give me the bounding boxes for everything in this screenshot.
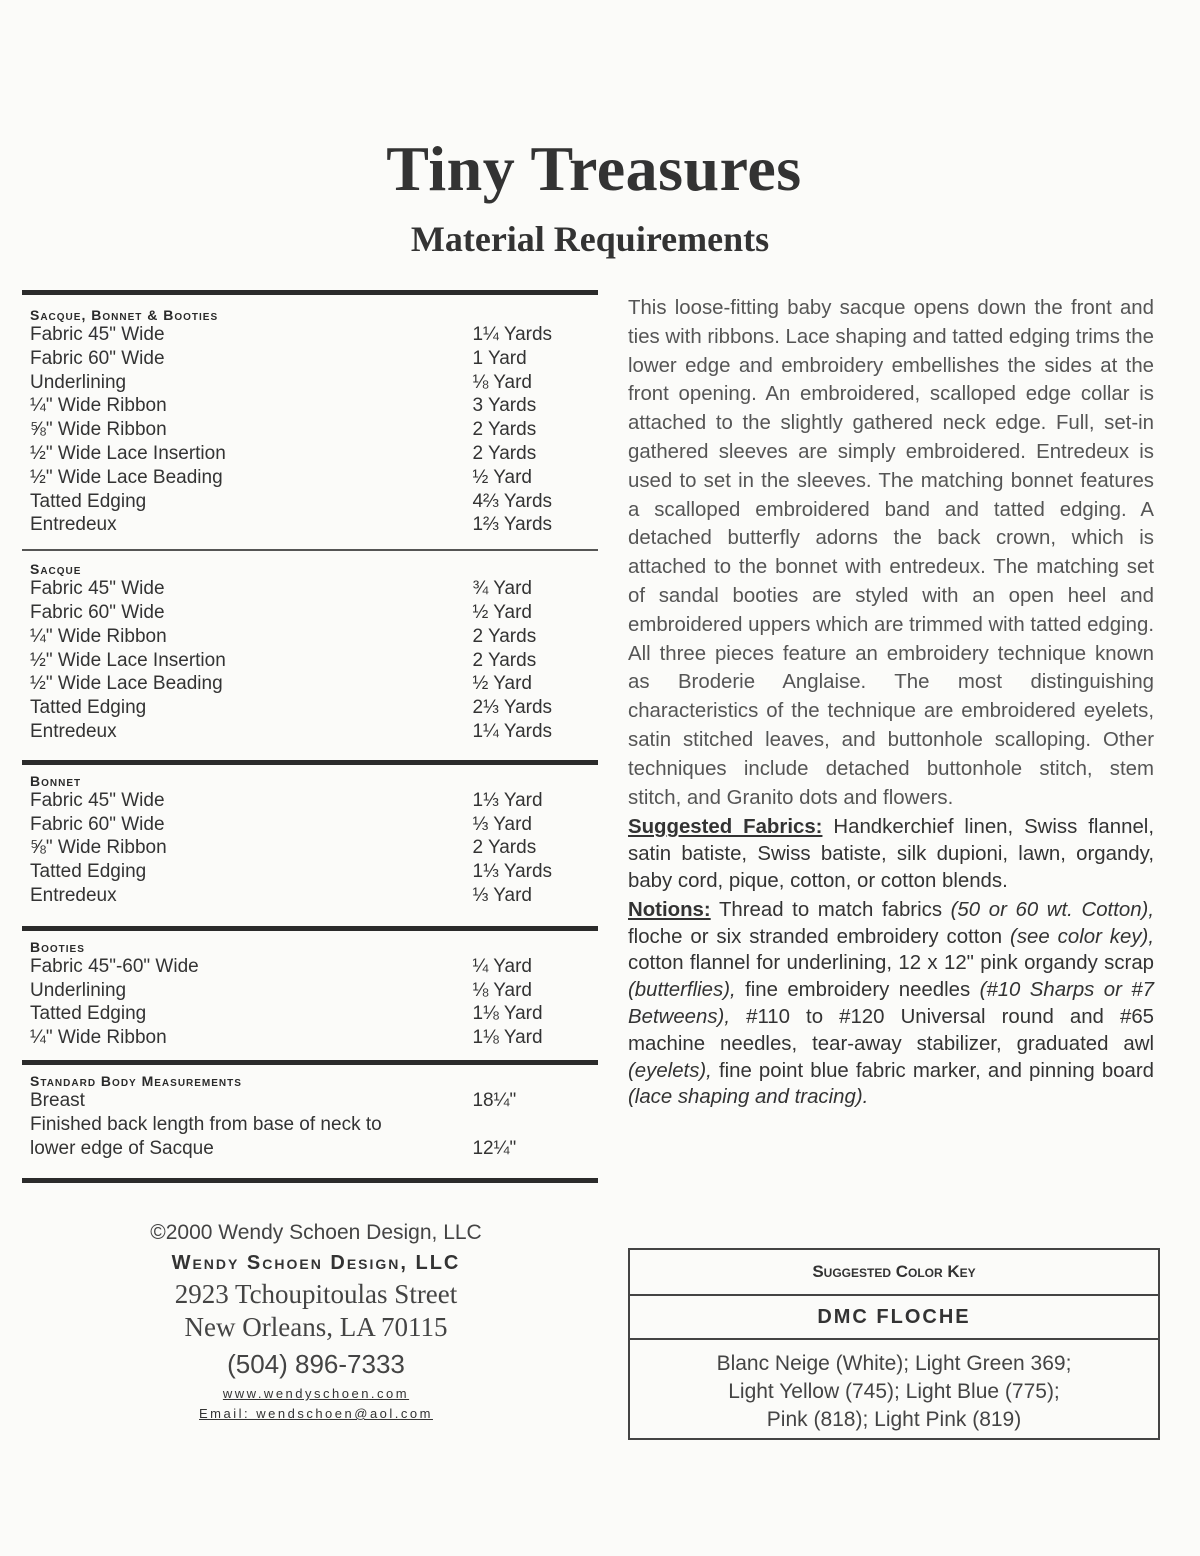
material-quantity: 1 Yard: [472, 347, 527, 369]
color-key-line: Blanc Neige (White); Light Green 369;: [716, 1352, 1072, 1375]
material-row: [30, 371, 598, 395]
section-heading: Booties: [30, 938, 85, 955]
material-row: [30, 625, 598, 649]
measurement-value: 12¼": [472, 1137, 517, 1159]
section-rows: [22, 577, 598, 744]
material-row: [30, 884, 598, 908]
notions-text: fine embroidery needles: [745, 979, 971, 1002]
measurement-label: Finished back length from base of neck to: [30, 1113, 382, 1135]
material-row: [30, 442, 598, 466]
notions: [628, 897, 1154, 1111]
color-key-line: Pink (818); Light Pink (819): [766, 1408, 1022, 1431]
notions-note: (eyelets),: [628, 1059, 712, 1082]
material-quantity: 1⅛ Yard: [472, 1003, 543, 1025]
publisher-footer: [60, 1218, 572, 1424]
color-key-box: [628, 1248, 1160, 1440]
material-quantity: 2 Yards: [472, 442, 537, 464]
measurement-row: [30, 1137, 598, 1161]
material-quantity: 1⅛ Yard: [472, 1027, 543, 1049]
suggested-fabrics: [628, 814, 1154, 894]
material-quantity: ⅓ Yard: [472, 884, 532, 906]
material-quantity: ⅛ Yard: [472, 979, 532, 1001]
material-row: [30, 672, 598, 696]
material-quantity: ¾ Yard: [472, 578, 532, 600]
company-name: Wendy Schoen Design, LLC: [171, 1252, 461, 1274]
material-quantity: 2 Yards: [472, 625, 537, 647]
color-key-line: Light Yellow (745); Light Blue (775);: [728, 1380, 1060, 1403]
page-subtitle: Material Requirements: [410, 219, 770, 259]
material-quantity: ½ Yard: [472, 601, 532, 623]
material-quantity: ¼ Yard: [472, 955, 532, 977]
material-quantity: 1¼ Yards: [472, 720, 553, 742]
material-row: [30, 720, 598, 744]
material-label: Fabric 60" Wide: [30, 813, 165, 835]
measurement-value: 18¼": [472, 1089, 517, 1111]
material-row: [30, 860, 598, 884]
material-row: [30, 513, 598, 537]
material-label: ¼" Wide Ribbon: [30, 1027, 167, 1049]
color-key-title: Suggested Color Key: [630, 1250, 1158, 1296]
material-label: Tatted Edging: [30, 861, 147, 883]
material-quantity: ½ Yard: [472, 466, 532, 488]
material-quantity: 1⅓ Yards: [472, 861, 553, 883]
notions-note: (see color key),: [1010, 925, 1154, 948]
material-label: ¼" Wide Ribbon: [30, 395, 167, 417]
measurement-row: [30, 1089, 598, 1113]
material-row: [30, 466, 598, 490]
material-row: [30, 323, 598, 347]
fabrics-heading: Suggested Fabrics:: [628, 816, 823, 839]
material-label: Fabric 45" Wide: [30, 789, 165, 811]
material-row: [30, 649, 598, 673]
material-quantity: ⅓ Yard: [472, 813, 532, 835]
measurement-label: lower edge of Sacque: [30, 1137, 214, 1159]
material-quantity: ⅛ Yard: [472, 371, 532, 393]
section-divider: [22, 549, 598, 551]
material-label: ½" Wide Lace Insertion: [30, 442, 226, 464]
material-row: [30, 696, 598, 720]
material-label: ⅝" Wide Ribbon: [30, 837, 167, 859]
material-row: [30, 955, 598, 979]
section-heading: Sacque: [30, 561, 82, 578]
page-title: Tiny Treasures: [386, 133, 802, 204]
material-label: Underlining: [30, 979, 127, 1001]
material-label: Fabric 60" Wide: [30, 601, 165, 623]
section-bonnet: [22, 760, 598, 926]
material-label: Fabric 45"-60" Wide: [30, 955, 199, 977]
material-label: ¼" Wide Ribbon: [30, 625, 167, 647]
notions-note: (#10 Sharps or #7 Betweens),: [628, 979, 1154, 1028]
material-quantity: ½ Yard: [472, 673, 532, 695]
material-label: ⅝" Wide Ribbon: [30, 419, 167, 441]
material-row: [30, 490, 598, 514]
section-booties: [22, 926, 598, 1060]
material-label: Tatted Edging: [30, 490, 147, 512]
notions-note: (50 or 60 wt. Cotton),: [950, 898, 1154, 921]
material-row: [30, 1026, 598, 1050]
measurement-row: [30, 1113, 598, 1137]
section-heading: Standard Body Measurements: [30, 1072, 242, 1089]
email-link[interactable]: Email: wendschoen@aol.com: [199, 1406, 433, 1421]
material-requirements-table: [22, 290, 598, 1183]
material-row: [30, 418, 598, 442]
section-divider: [22, 290, 598, 295]
fabrics-text: Handkerchief linen, Swiss flannel, satin batiste, Swiss batiste, silk dupioni, lawn, organdy, baby cord, pique, cotton, or cotton blends.: [628, 816, 1154, 892]
notions-text: cotton flannel for underlining, 12 x 12" pink organdy scrap: [628, 952, 1154, 975]
section-divider: [22, 926, 598, 931]
notions-heading: Notions:: [628, 898, 711, 921]
street-address: 2923 Tchoupitoulas Street: [174, 1279, 458, 1309]
material-quantity: 1⅔ Yards: [472, 514, 553, 536]
material-label: Fabric 45" Wide: [30, 578, 165, 600]
notions-text: #110 to #120 Universal round and #65 machine needles, tear-away stabilizer, graduated awl: [628, 1005, 1154, 1055]
material-label: Underlining: [30, 371, 127, 393]
section-divider: [22, 1060, 598, 1065]
copyright-notice: ©2000 Wendy Schoen Design, LLC: [150, 1221, 482, 1244]
material-quantity: 1⅓ Yard: [472, 789, 543, 811]
notions-text: Thread to match fabrics: [718, 898, 943, 921]
material-quantity: 2 Yards: [472, 419, 537, 441]
section-body-measurements: [22, 1060, 598, 1183]
material-label: ½" Wide Lace Beading: [30, 466, 223, 488]
material-quantity: 2 Yards: [472, 837, 537, 859]
phone-number: (504) 896-7333: [227, 1349, 405, 1379]
material-row: [30, 1002, 598, 1026]
section-heading: Sacque, Bonnet & Booties: [30, 307, 219, 323]
material-label: Entredeux: [30, 720, 117, 742]
material-row: [30, 979, 598, 1003]
notions-text: fine point blue fabric marker, and pinning board: [718, 1059, 1154, 1082]
material-quantity: 2 Yards: [472, 649, 537, 671]
pattern-description: This loose-fitting baby sacque opens down the front and ties with ribbons. Lace shaping and tatted edging trims the lower edge and embroidery embellishes the sides at the front opening. An embroidered, scalloped edge collar is attached to the slightly gathered neck edge. Full, set-in gathered sleeves are simply embroidered. Entredeux is used to set in the sleeves. The matching bonnet features a scalloped embroidered band and tatted edging. A detached butterfly adorns the back crown, which is attached to the bonnet with entredeux. The matching set of sandal booties are styled with an open heel and embroidered uppers which are trimmed with tatted edging. All three pieces feature an embroidery technique known as Broderie Anglaise. The most distinguishing characteristics of the technique are embroidered eyelets, satin stitched leaves, and buttonhole scalloping. Other techniques include detached buttonhole stitch, stem stitch, and Granito dots and flowers.: [628, 297, 1154, 809]
notions-note: (lace shaping and tracing).: [628, 1086, 869, 1109]
material-label: ½" Wide Lace Beading: [30, 673, 223, 695]
material-label: Entredeux: [30, 514, 117, 536]
material-label: Fabric 60" Wide: [30, 347, 165, 369]
section-divider: [22, 760, 598, 765]
material-label: ½" Wide Lace Insertion: [30, 649, 226, 671]
section-heading: Bonnet: [30, 772, 82, 789]
material-quantity: 3 Yards: [472, 395, 537, 417]
material-row: [30, 601, 598, 625]
color-key-list: [630, 1340, 1158, 1434]
color-key-subtitle: DMC FLOCHE: [630, 1296, 1158, 1340]
section-sacque: [22, 549, 598, 760]
measurement-label: Breast: [30, 1089, 85, 1111]
material-quantity: 2⅓ Yards: [472, 697, 553, 719]
material-row: [30, 394, 598, 418]
notions-text: floche or six stranded embroidery cotton: [628, 925, 1003, 948]
section-rows: [22, 323, 598, 537]
material-row: [30, 347, 598, 371]
material-label: Tatted Edging: [30, 1003, 147, 1025]
description-column: [628, 294, 1154, 1111]
website-link[interactable]: www.wendyschoen.com: [222, 1386, 410, 1401]
section-rows: [22, 789, 598, 908]
material-row: [30, 789, 598, 813]
notions-note: (butterflies),: [628, 979, 736, 1002]
material-quantity: 4⅔ Yards: [472, 490, 553, 512]
material-row: [30, 836, 598, 860]
material-label: Entredeux: [30, 884, 117, 906]
city-address: New Orleans, LA 70115: [184, 1312, 448, 1342]
section-divider: [22, 1178, 598, 1183]
material-quantity: 1¼ Yards: [472, 324, 553, 345]
material-row: [30, 577, 598, 601]
section-sacque-bonnet-booties: [22, 290, 598, 549]
material-row: [30, 813, 598, 837]
material-label: Tatted Edging: [30, 697, 147, 719]
material-label: Fabric 45" Wide: [30, 324, 165, 345]
section-rows: [22, 955, 598, 1050]
